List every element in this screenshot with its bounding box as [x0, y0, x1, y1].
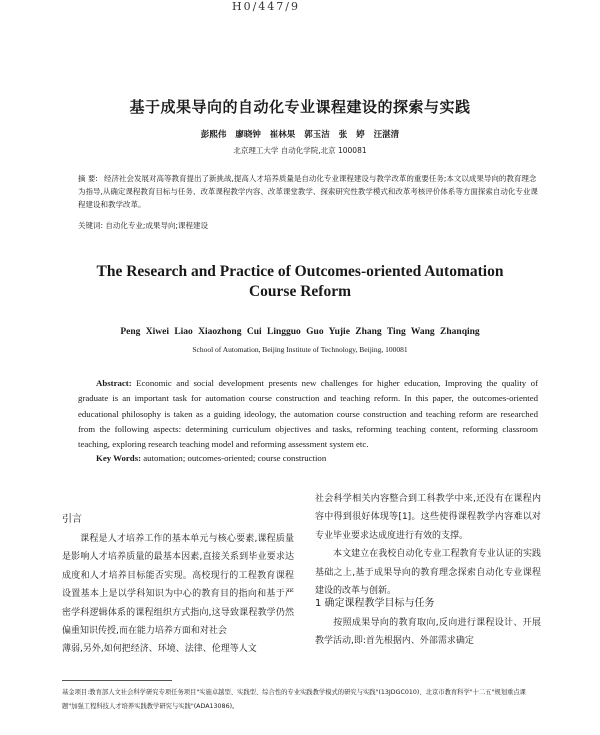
chinese-keywords [78, 220, 540, 231]
right-paragraph-1: 社会科学相关内容整合到工科教学中来,还没有在课程内容中得到很好体现等[1]。这些使得课程教学内容难以对专业毕业要求达成度进行有效的支撑。 [315, 494, 541, 541]
section1-text: 按照成果导向的教育取向,反向进行课程设计、开展教学活动,即:首先根据内、外部需求确定 [315, 618, 541, 647]
chinese-keywords-label: 关键词: [78, 221, 104, 230]
english-keywords-text: automation; outcomes-oriented; course construction [143, 453, 327, 463]
right-paragraph-2: 本文建立在我校自动化专业工程教育专业认证的实践基础之上,基于成果导向的教育理念探索自动化专业课程建设的改革与创新。 [315, 549, 541, 597]
section1-body [315, 614, 541, 651]
english-abstract-text: Economic and social development presents new challenges for higher education, Improving the quality of graduate is an important task for automation course construction and teaching reform. In this paper, the outcomes-oriented educational philosophy is taken as a guiding ideology, the automation course construction and teaching reform are researched from the following aspects: determining curriculum objectives and tasks, reforming teaching content, reforming classroom teaching, exploring research teaching model and reforming assessment system etc. [78, 378, 538, 450]
english-abstract-label: Abstract: [96, 378, 132, 388]
chinese-abstract [78, 172, 540, 211]
chinese-affiliation: 北京理工大学 自动化学院,北京 100081 [233, 146, 367, 155]
intro-paragraph: 课程是人才培养工作的基本单元与核心要素,课程质量是影响人才培养质量的最基本因素,直接关系到毕业要求达成度和人才培养目标能否实现。高校现行的工程教育课程设置基本上是以学科知识为中心的教育目的指向和基于严密学科逻辑体系的课程组织方式指向,这导致课程教学仍然偏重知识传授,而在能力培养方面和对社会 [62, 534, 294, 637]
english-title-line1: The Research and Practice of Outcomes-oriented Automation [96, 263, 504, 280]
footnote: 基金项目:教育部人文社会科学研究专项任务项目"实施卓越型、实践型、综合性的专业实践教学模式的研究与实践"(13JDGC010)、北京市教育科学"十二五"规划重点课题"加强工程科技人才培养实践教学研究与实践"(ADA13086)。 [62, 689, 526, 710]
intro-continued: 薄弱,另外,如何把经济、环境、法律、伦理等人文 [62, 644, 257, 655]
right-column [315, 490, 541, 600]
chinese-keywords-text: 自动化专业;成果导向;课程建设 [105, 221, 208, 230]
intro-heading: 引言 [62, 514, 82, 525]
english-affiliation: School of Automation, Beijing Institute of Technology, Beijing, 100081 [192, 345, 408, 354]
chinese-abstract-text: 经济社会发展对高等教育提出了新挑战,提高人才培养质量是自动化专业课程建设与教学改革的重要任务;本文以成果导向的教育理念为指导,从确定课程教育目标与任务、改革课程教学内容、改革课堂教学、探索研究性教学模式和改革考核评价体系等方面探索自动化专业课程建设和教学改革。 [78, 174, 538, 209]
english-keywords-label: Key Words: [96, 453, 142, 463]
english-keywords [78, 453, 538, 463]
english-abstract [78, 376, 538, 452]
chinese-title: 基于成果导向的自动化专业课程建设的探索与实践 [129, 98, 471, 116]
english-title [0, 262, 600, 302]
chinese-authors: 彭熙伟 廖晓钟 崔林果 郭玉洁 张 婷 汪湛清 [200, 130, 400, 140]
left-column [62, 530, 294, 659]
english-authors: Peng Xiwei Liao Xiaozhong Cui Lingguo Guo Yujie Zhang Ting Wang Zhanqing [120, 327, 480, 337]
chinese-abstract-label: 摘 要: [78, 174, 98, 183]
section1-heading: 1 确定课程教学目标与任务 [315, 598, 435, 609]
footnote-divider [62, 680, 172, 681]
english-title-line2: Course Reform [248, 283, 351, 300]
page-top-mark: H0/447/9 [232, 0, 300, 13]
